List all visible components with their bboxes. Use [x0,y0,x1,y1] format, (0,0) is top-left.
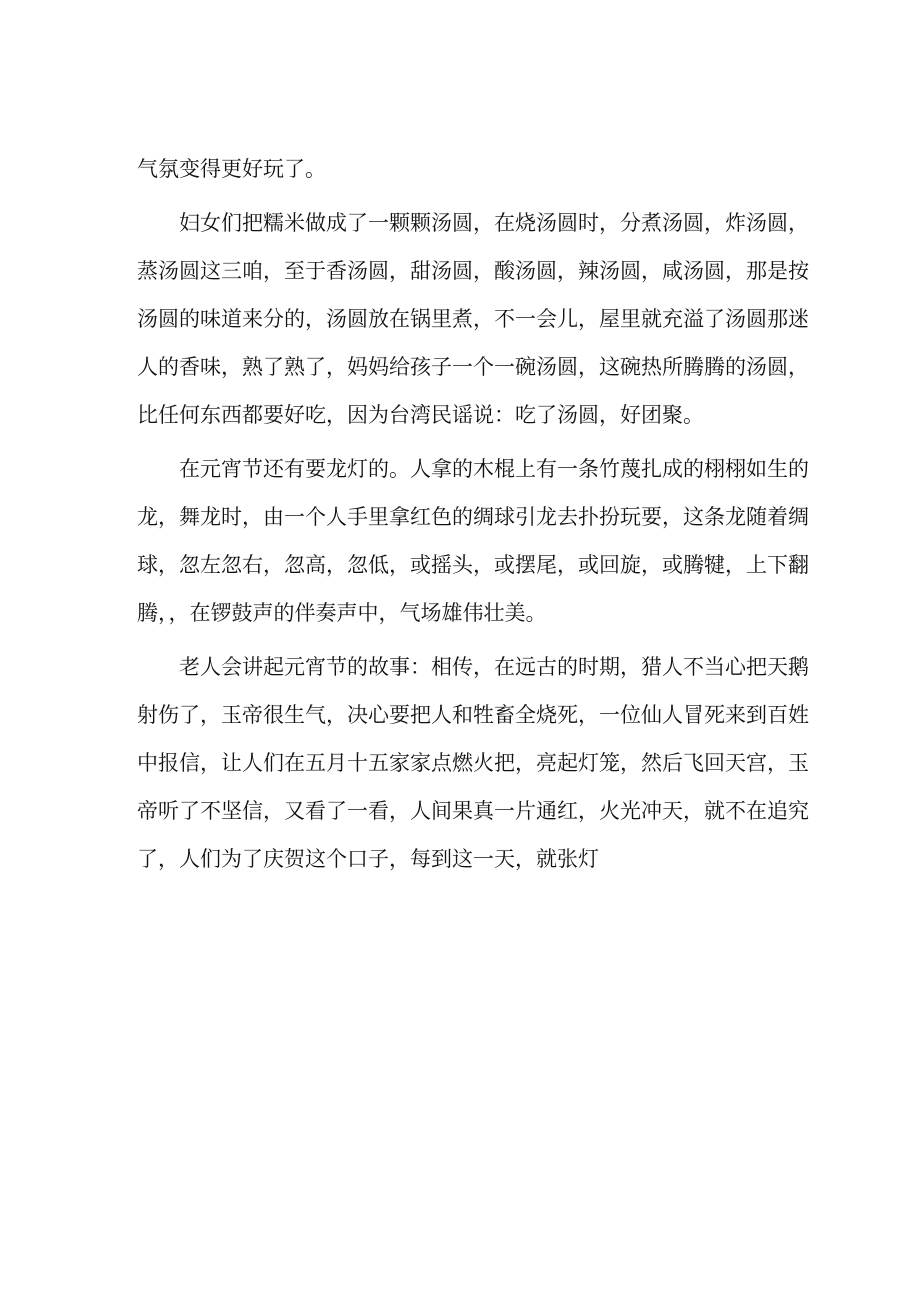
text-line: 腾，，在锣鼓声的伴奏声中，气场雄伟壮美。 [137,601,547,625]
text-line: 比任何东西都要好吃，因为台湾民谣说：吃了汤圆，好团聚。 [137,403,704,427]
text-line: 在元宵节还有要龙灯的。人拿的木棍上有一条竹蔑扎成的栩栩如生的 [179,457,809,481]
text-line: 球，忽左忽右，忽高，忽低，或摇头，或摆尾，或回旋，或腾犍，上下翻 [137,553,809,577]
paragraph-2 [137,199,809,439]
text-line: 老人会讲起元宵节的故事：相传，在远古的时期，猎人不当心把天鹅 [179,655,809,679]
text-line: 龙，舞龙时，由一个人手里拿红色的绸球引龙去扑扮玩要，这条龙随着绸 [137,505,809,529]
paragraph-1 [137,145,787,193]
text-line: 射伤了，玉帝很生气，决心要把人和牲畜全烧死，一位仙人冒死来到百姓 [137,703,809,727]
text-line: 帝听了不坚信，又看了一看，人间果真一片通红，火光冲天，就不在追究 [137,799,809,823]
paragraph-3 [137,445,809,637]
text-line: 汤圆的味道来分的，汤圆放在锅里煮，不一会儿，屋里就充溢了汤圆那迷 [137,307,809,331]
text-line: 气氛变得更好玩了。 [137,157,326,181]
text-line: 了，人们为了庆贺这个口子，每到这一天，就张灯 [137,847,599,871]
document-body [137,145,809,883]
paragraph-4 [137,643,809,883]
text-line: 蒸汤圆这三咱，至于香汤圆，甜汤圆，酸汤圆，辣汤圆，咸汤圆，那是按 [137,259,809,283]
text-line: 人的香味，熟了熟了，妈妈给孩子一个一碗汤圆，这碗热所腾腾的汤圆， [137,355,809,379]
text-line: 中报信，让人们在五月十五家家点燃火把，亮起灯笼，然后飞回天宫，玉 [137,751,809,775]
text-line: 妇女们把糯米做成了一颗颗汤圆，在烧汤圆时，分煮汤圆，炸汤圆， [179,211,809,235]
